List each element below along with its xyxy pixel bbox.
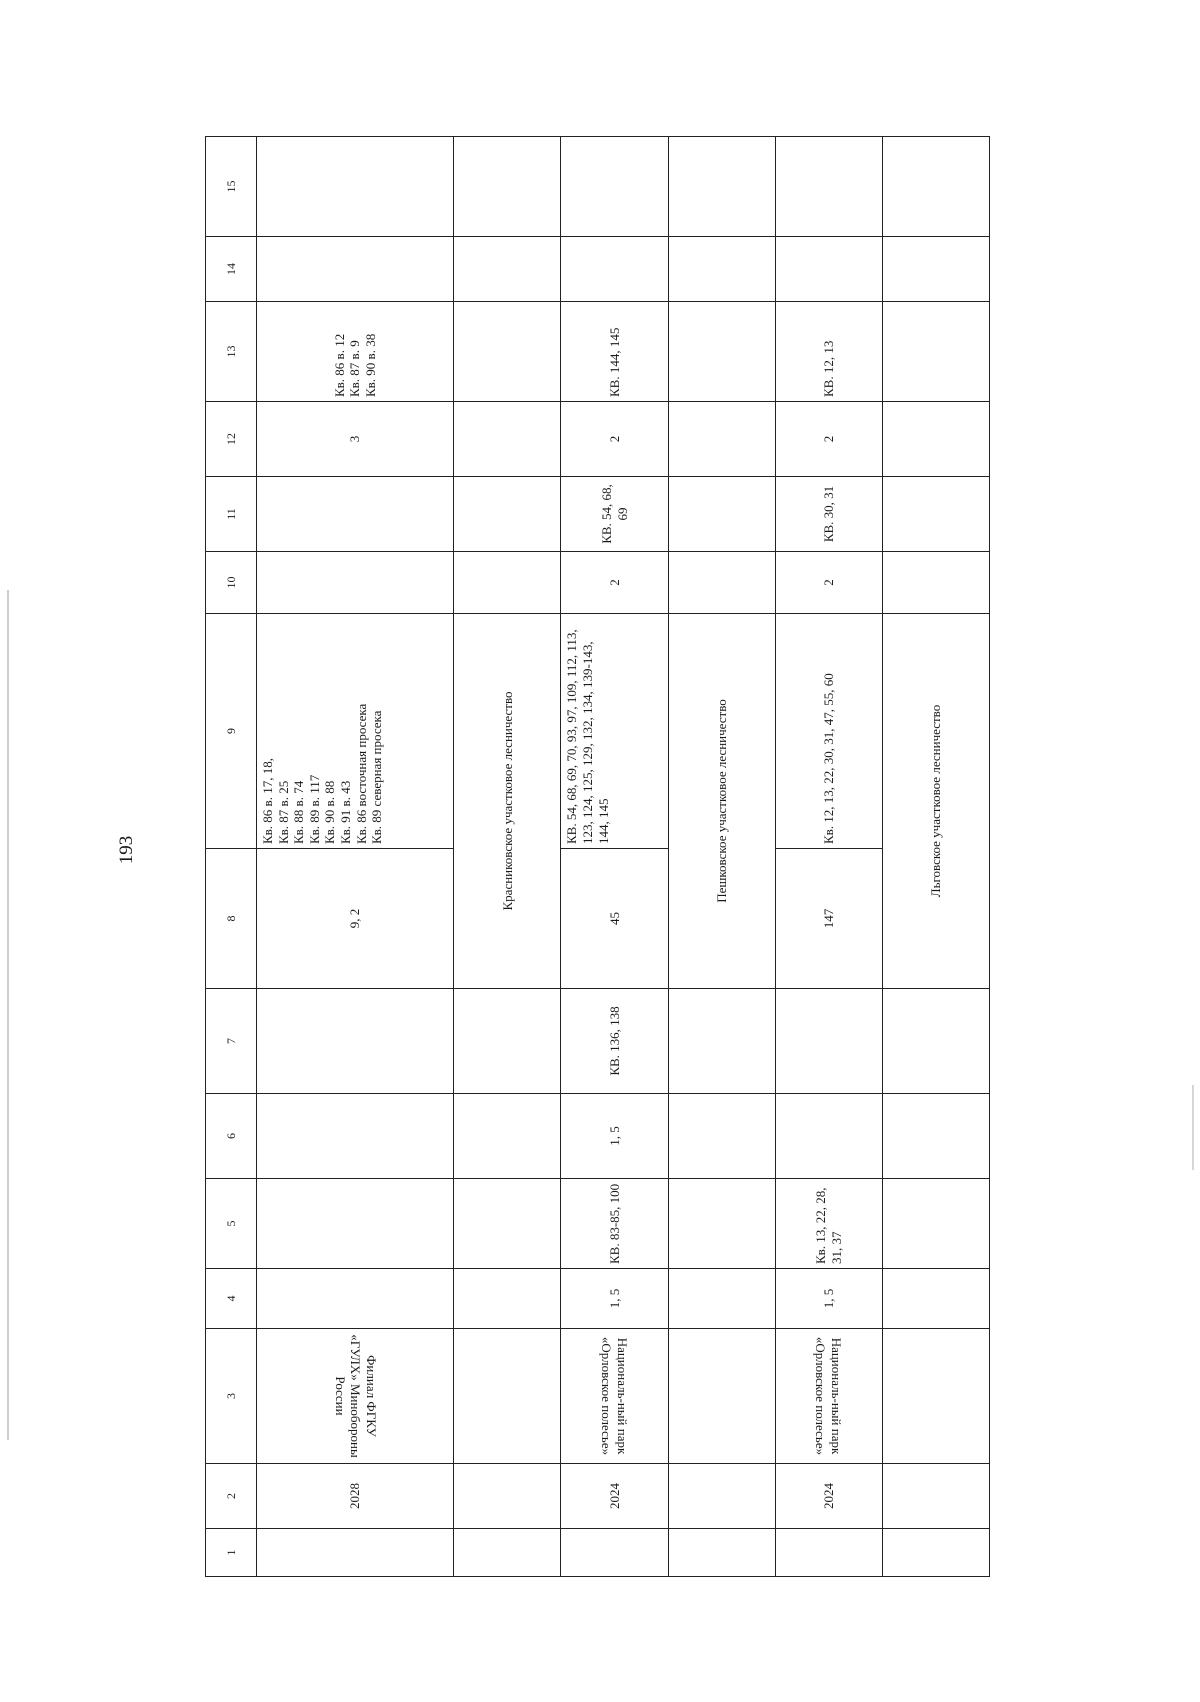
cell-c3 <box>668 1329 775 1464</box>
section-title-lgovskoe: Льговское участковое лесничество <box>882 614 989 989</box>
cell-c15 <box>775 137 882 237</box>
cell-c10 <box>882 552 989 614</box>
cell-c12: 2 <box>561 402 668 477</box>
cell-c14 <box>561 237 668 302</box>
organization-text: Националь-ный парк «Орловское полесье» <box>599 1336 631 1456</box>
section-row <box>668 137 775 1577</box>
cell-c4 <box>454 1269 561 1329</box>
cell-c5 <box>454 1179 561 1269</box>
quarter-line: Кв. 89 в. 117 <box>306 774 322 844</box>
cell-c5: КВ. 83-85, 100 <box>561 1179 668 1269</box>
cell-c6 <box>668 1094 775 1179</box>
cell-c11: КВ. 30, 31 <box>775 477 882 552</box>
cell-c14 <box>668 237 775 302</box>
page-number: 193 <box>116 835 137 865</box>
cell-c14 <box>257 237 454 302</box>
table-row <box>775 137 882 1577</box>
cell-c10: 2 <box>775 552 882 614</box>
quarter-line: Кв. 86 в. 12 <box>331 333 347 397</box>
col-num-7: 7 <box>206 989 257 1094</box>
cell-c4: 1, 5 <box>775 1269 882 1329</box>
cell-c5 <box>882 1179 989 1269</box>
cell-c6: 1, 5 <box>561 1094 668 1179</box>
cell-c4 <box>257 1269 454 1329</box>
cell-c11 <box>882 477 989 552</box>
col-num-15: 15 <box>206 137 257 237</box>
cell-c5 <box>257 1179 454 1269</box>
col-num-6: 6 <box>206 1094 257 1179</box>
cell-c15 <box>454 137 561 237</box>
quarter-line: Кв. 87 в. 9 <box>347 340 363 397</box>
forest-works-table <box>205 136 990 1577</box>
column-number-row <box>206 137 257 1577</box>
section-row <box>882 137 989 1577</box>
cell-c13-quarters <box>257 302 454 402</box>
organization-text: Филиал ФГКУ «ГУЛХ» Минобороны России <box>332 1334 379 1458</box>
table-row <box>257 137 454 1577</box>
quarter-line: Кв. 87 в. 25 <box>275 780 291 844</box>
quarter-line: Кв. 86 в. 17, 18, <box>260 758 276 844</box>
table-row <box>561 137 668 1577</box>
cell-c15 <box>257 137 454 237</box>
col-num-10: 10 <box>206 552 257 614</box>
cell-c12: 2 <box>775 402 882 477</box>
cell-c4: 1, 5 <box>561 1269 668 1329</box>
cell-c11 <box>257 477 454 552</box>
section-title-krasnikovskoe: Красниковское участковое лесничество <box>454 614 561 989</box>
cell-c13 <box>454 302 561 402</box>
cell-c6 <box>257 1094 454 1179</box>
quarter-line: Кв. 88 в. 74 <box>291 780 307 844</box>
col-num-3: 3 <box>206 1329 257 1464</box>
cell-c12 <box>454 402 561 477</box>
col-num-13: 13 <box>206 302 257 402</box>
cell-c6 <box>454 1094 561 1179</box>
cell-organization <box>257 1329 454 1464</box>
cell-c8: 9, 2 <box>257 849 454 989</box>
cell-c14 <box>775 237 882 302</box>
rotated-table-wrapper <box>205 137 990 1577</box>
cell-c1 <box>775 1529 882 1577</box>
col-num-5: 5 <box>206 1179 257 1269</box>
cell-year: 2028 <box>257 1464 454 1529</box>
cell-year: 2024 <box>561 1464 668 1529</box>
quarter-line: Кв. 90 в. 38 <box>362 333 378 397</box>
cell-year: 2024 <box>775 1464 882 1529</box>
cell-c10 <box>454 552 561 614</box>
cell-organization <box>775 1329 882 1464</box>
quarter-line: Кв. 91 в. 43 <box>338 780 354 844</box>
cell-c2 <box>882 1464 989 1529</box>
cell-c9-quarters: КВ. 54, 68, 69, 70, 93, 97, 109, 112, 113, 123, 124, 125, 129, 132, 134, 139-143, 144, 145 <box>561 614 668 849</box>
cell-c7 <box>775 989 882 1094</box>
col-num-9: 9 <box>206 614 257 849</box>
cell-c13 <box>668 302 775 402</box>
quarter-line: Кв. 89 северная просека <box>369 710 385 844</box>
cell-c13: КВ. 144, 145 <box>561 302 668 402</box>
quarter-line: Кв. 86 восточная просека <box>353 703 369 844</box>
cell-c11: КВ. 54, 68, 69 <box>561 477 668 552</box>
cell-c6 <box>882 1094 989 1179</box>
col-num-12: 12 <box>206 402 257 477</box>
cell-c15 <box>882 137 989 237</box>
cell-c10 <box>668 552 775 614</box>
cell-c7: КВ. 136, 138 <box>561 989 668 1094</box>
cell-c1 <box>454 1529 561 1577</box>
cell-c10: 2 <box>561 552 668 614</box>
cell-c13 <box>882 302 989 402</box>
col-num-8: 8 <box>206 849 257 989</box>
cell-c1 <box>882 1529 989 1577</box>
col-num-4: 4 <box>206 1269 257 1329</box>
quarter-line: Кв. 90 в. 88 <box>322 780 338 844</box>
cell-c12 <box>882 402 989 477</box>
cell-c7 <box>882 989 989 1094</box>
col-num-1: 1 <box>206 1529 257 1577</box>
cell-c5: Кв. 13, 22, 28, 31, 37 <box>775 1179 882 1269</box>
cell-c8: 147 <box>775 849 882 989</box>
cell-c12: 3 <box>257 402 454 477</box>
col-num-11: 11 <box>206 477 257 552</box>
cell-c3 <box>882 1329 989 1464</box>
cell-c2 <box>668 1464 775 1529</box>
cell-c15 <box>668 137 775 237</box>
cell-c12 <box>668 402 775 477</box>
cell-c14 <box>454 237 561 302</box>
cell-c7 <box>668 989 775 1094</box>
section-title-peshkovskoe: Пешковское участковое лесничество <box>668 614 775 989</box>
cell-c6 <box>775 1094 882 1179</box>
cell-c11 <box>454 477 561 552</box>
cell-c9-quarters <box>257 614 454 849</box>
cell-c10 <box>257 552 454 614</box>
cell-c1 <box>561 1529 668 1577</box>
col-num-14: 14 <box>206 237 257 302</box>
cell-c13: КВ. 12, 13 <box>775 302 882 402</box>
cell-c7 <box>257 989 454 1094</box>
cell-c1 <box>668 1529 775 1577</box>
cell-c11 <box>668 477 775 552</box>
cell-c4 <box>668 1269 775 1329</box>
cell-c2 <box>454 1464 561 1529</box>
col-num-2: 2 <box>206 1464 257 1529</box>
cell-c8: 45 <box>561 849 668 989</box>
cell-c14 <box>882 237 989 302</box>
cell-c5 <box>668 1179 775 1269</box>
organization-text: Националь-ный парк «Орловское полесье» <box>813 1336 845 1456</box>
cell-c1 <box>257 1529 454 1577</box>
cell-c3 <box>454 1329 561 1464</box>
cell-c15 <box>561 137 668 237</box>
cell-c4 <box>882 1269 989 1329</box>
cell-organization <box>561 1329 668 1464</box>
cell-c9-quarters: Кв. 12, 13, 22, 30, 31, 47, 55, 60 <box>775 614 882 849</box>
cell-c7 <box>454 989 561 1094</box>
section-row <box>454 137 561 1577</box>
